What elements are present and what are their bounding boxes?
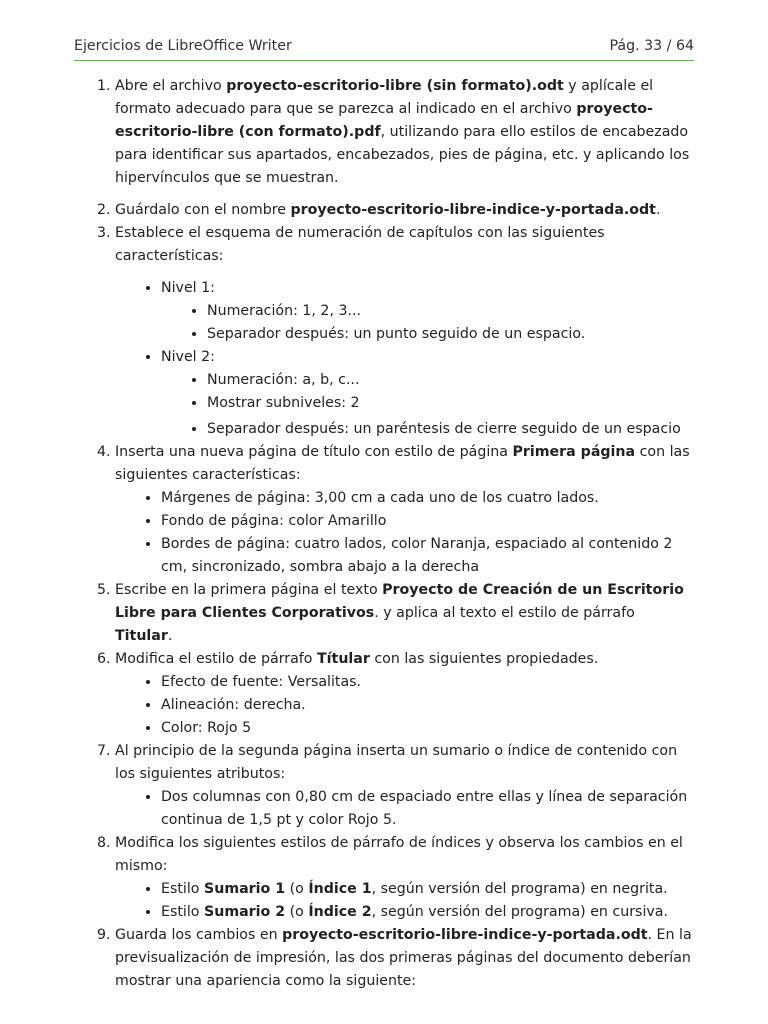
level-list [115,277,695,441]
paragraph-style-titular: Titular [115,628,168,644]
page-background: • Fondo de página: color Amarillo [161,510,695,533]
filename-con-formato: proyecto-escritorio-libre (con formato).pdf [115,101,653,140]
header-page-number: Pág. 33 / 64 [609,38,694,54]
page-header [74,35,694,61]
document-body [0,75,768,993]
level-1-separator: • Separador después: un punto seguido de un espacio. [207,323,695,346]
level-1-numbering: • Numeración: 1, 2, 3... [207,300,695,323]
header-title: Ejercicios de LibreOffice Writer [74,38,292,54]
exercise-item-8: 8. Modifica los siguientes estilos de párrafo de índices y observa los cambios en el mismo: • Estilo Sumario 1 (o Índice 1, según versión del programa) en negrita. • Estilo Sumario 2 (o Índice 2, según versión del programa) en cursiva. [115,832,695,924]
level-2-separator: • Separador después: un paréntesis de cierre seguido de un espacio [207,418,695,441]
toc-columns: • Dos columnas con 0,80 cm de espaciado entre ellas y línea de separación continua de 1,5 pt y color Rojo 5. [161,786,695,832]
exercise-item-7: 7. Al principio de la segunda página inserta un sumario o índice de contenido con los siguientes atributos: • Dos columnas con 0,80 cm de espaciado entre ellas y línea de separación continua de 1,5 pt y color Rojo 5. [115,740,695,832]
filename-save: proyecto-escritorio-libre-indice-y-portada.odt [282,927,648,943]
exercise-item-3: 3. Establece el esquema de numeración de capítulos con las siguientes características: • Nivel 1: • Numeración: 1, 2, 3... • Separador después: un punto seguido de un espacio. • Nivel 2: • Numeración: a, b, c... • Mostrar subniveles: 2 • Separador después: un paréntesis de cierre seguido de un espacio [115,222,695,441]
exercise-list [0,75,695,993]
alignment: • Alineación: derecha. [161,694,695,717]
level-2-sublevels: • Mostrar subniveles: 2 [207,392,695,415]
paragraph-style-titular-mod: Títular [317,651,370,667]
index-style-1: • Estilo Sumario 1 (o Índice 1, según versión del programa) en negrita. [161,878,695,901]
filename-indice-portada: proyecto-escritorio-libre-indice-y-portada.odt [290,202,656,218]
page-borders: • Bordes de página: cuatro lados, color Naranja, espaciado al contenido 2 cm, sincronizado, sombra abajo a la derecha [161,533,695,579]
filename-sin-formato: proyecto-escritorio-libre (sin formato).odt [226,78,564,94]
color: • Color: Rojo 5 [161,717,695,740]
page-margins: • Márgenes de página: 3,00 cm a cada uno de los cuatro lados. [161,487,695,510]
font-effect: • Efecto de fuente: Versalitas. [161,671,695,694]
exercise-item-2: 2. Guárdalo con el nombre proyecto-escritorio-libre-indice-y-portada.odt. [115,199,695,222]
level-2: • Nivel 2: • Numeración: a, b, c... • Mostrar subniveles: 2 • Separador después: un paréntesis de cierre seguido de un espacio [161,346,695,441]
exercise-item-5: 5. Escribe en la primera página el texto Proyecto de Creación de un Escritorio Libre para Clientes Corporativos. y aplica al texto el estilo de párrafo Titular. [115,579,695,648]
exercise-item-6: 6. Modifica el estilo de párrafo Títular con las siguientes propiedades. • Efecto de fuente: Versalitas. • Alineación: derecha. • Color: Rojo 5 [115,648,695,740]
exercise-item-9: 9. Guarda los cambios en proyecto-escritorio-libre-indice-y-portada.odt. En la previsualización de impresión, las dos primeras páginas del documento deberían mostrar una apariencia como la siguiente: [115,924,695,993]
title-text: Proyecto de Creación de un Escritorio Libre para Clientes Corporativos [115,582,684,621]
level-2-numbering: • Numeración: a, b, c... [207,369,695,392]
index-style-2: • Estilo Sumario 2 (o Índice 2, según versión del programa) en cursiva. [161,901,695,924]
exercise-item-1: 1. Abre el archivo proyecto-escritorio-libre (sin formato).odt y aplícale el formato adecuado para que se parezca al indicado en el archivo proyecto-escritorio-libre (con formato).pdf, utilizando para ello estilos de encabezado para identificar sus apartados, encabezados, pies de página, etc. y aplicando los hipervínculos que se muestran. [115,75,695,190]
page-style-name: Primera página [512,444,636,460]
exercise-item-4: 4. Inserta una nueva página de título con estilo de página Primera página con las siguientes características: • Márgenes de página: 3,00 cm a cada uno de los cuatro lados. • Fondo de página: color Amarillo • Bordes de página: cuatro lados, color Naranja, espaciado al contenido 2 cm, sincronizado, sombra abajo a la derecha [115,441,695,579]
level-1: • Nivel 1: • Numeración: 1, 2, 3... • Separador después: un punto seguido de un espacio. [161,277,695,346]
